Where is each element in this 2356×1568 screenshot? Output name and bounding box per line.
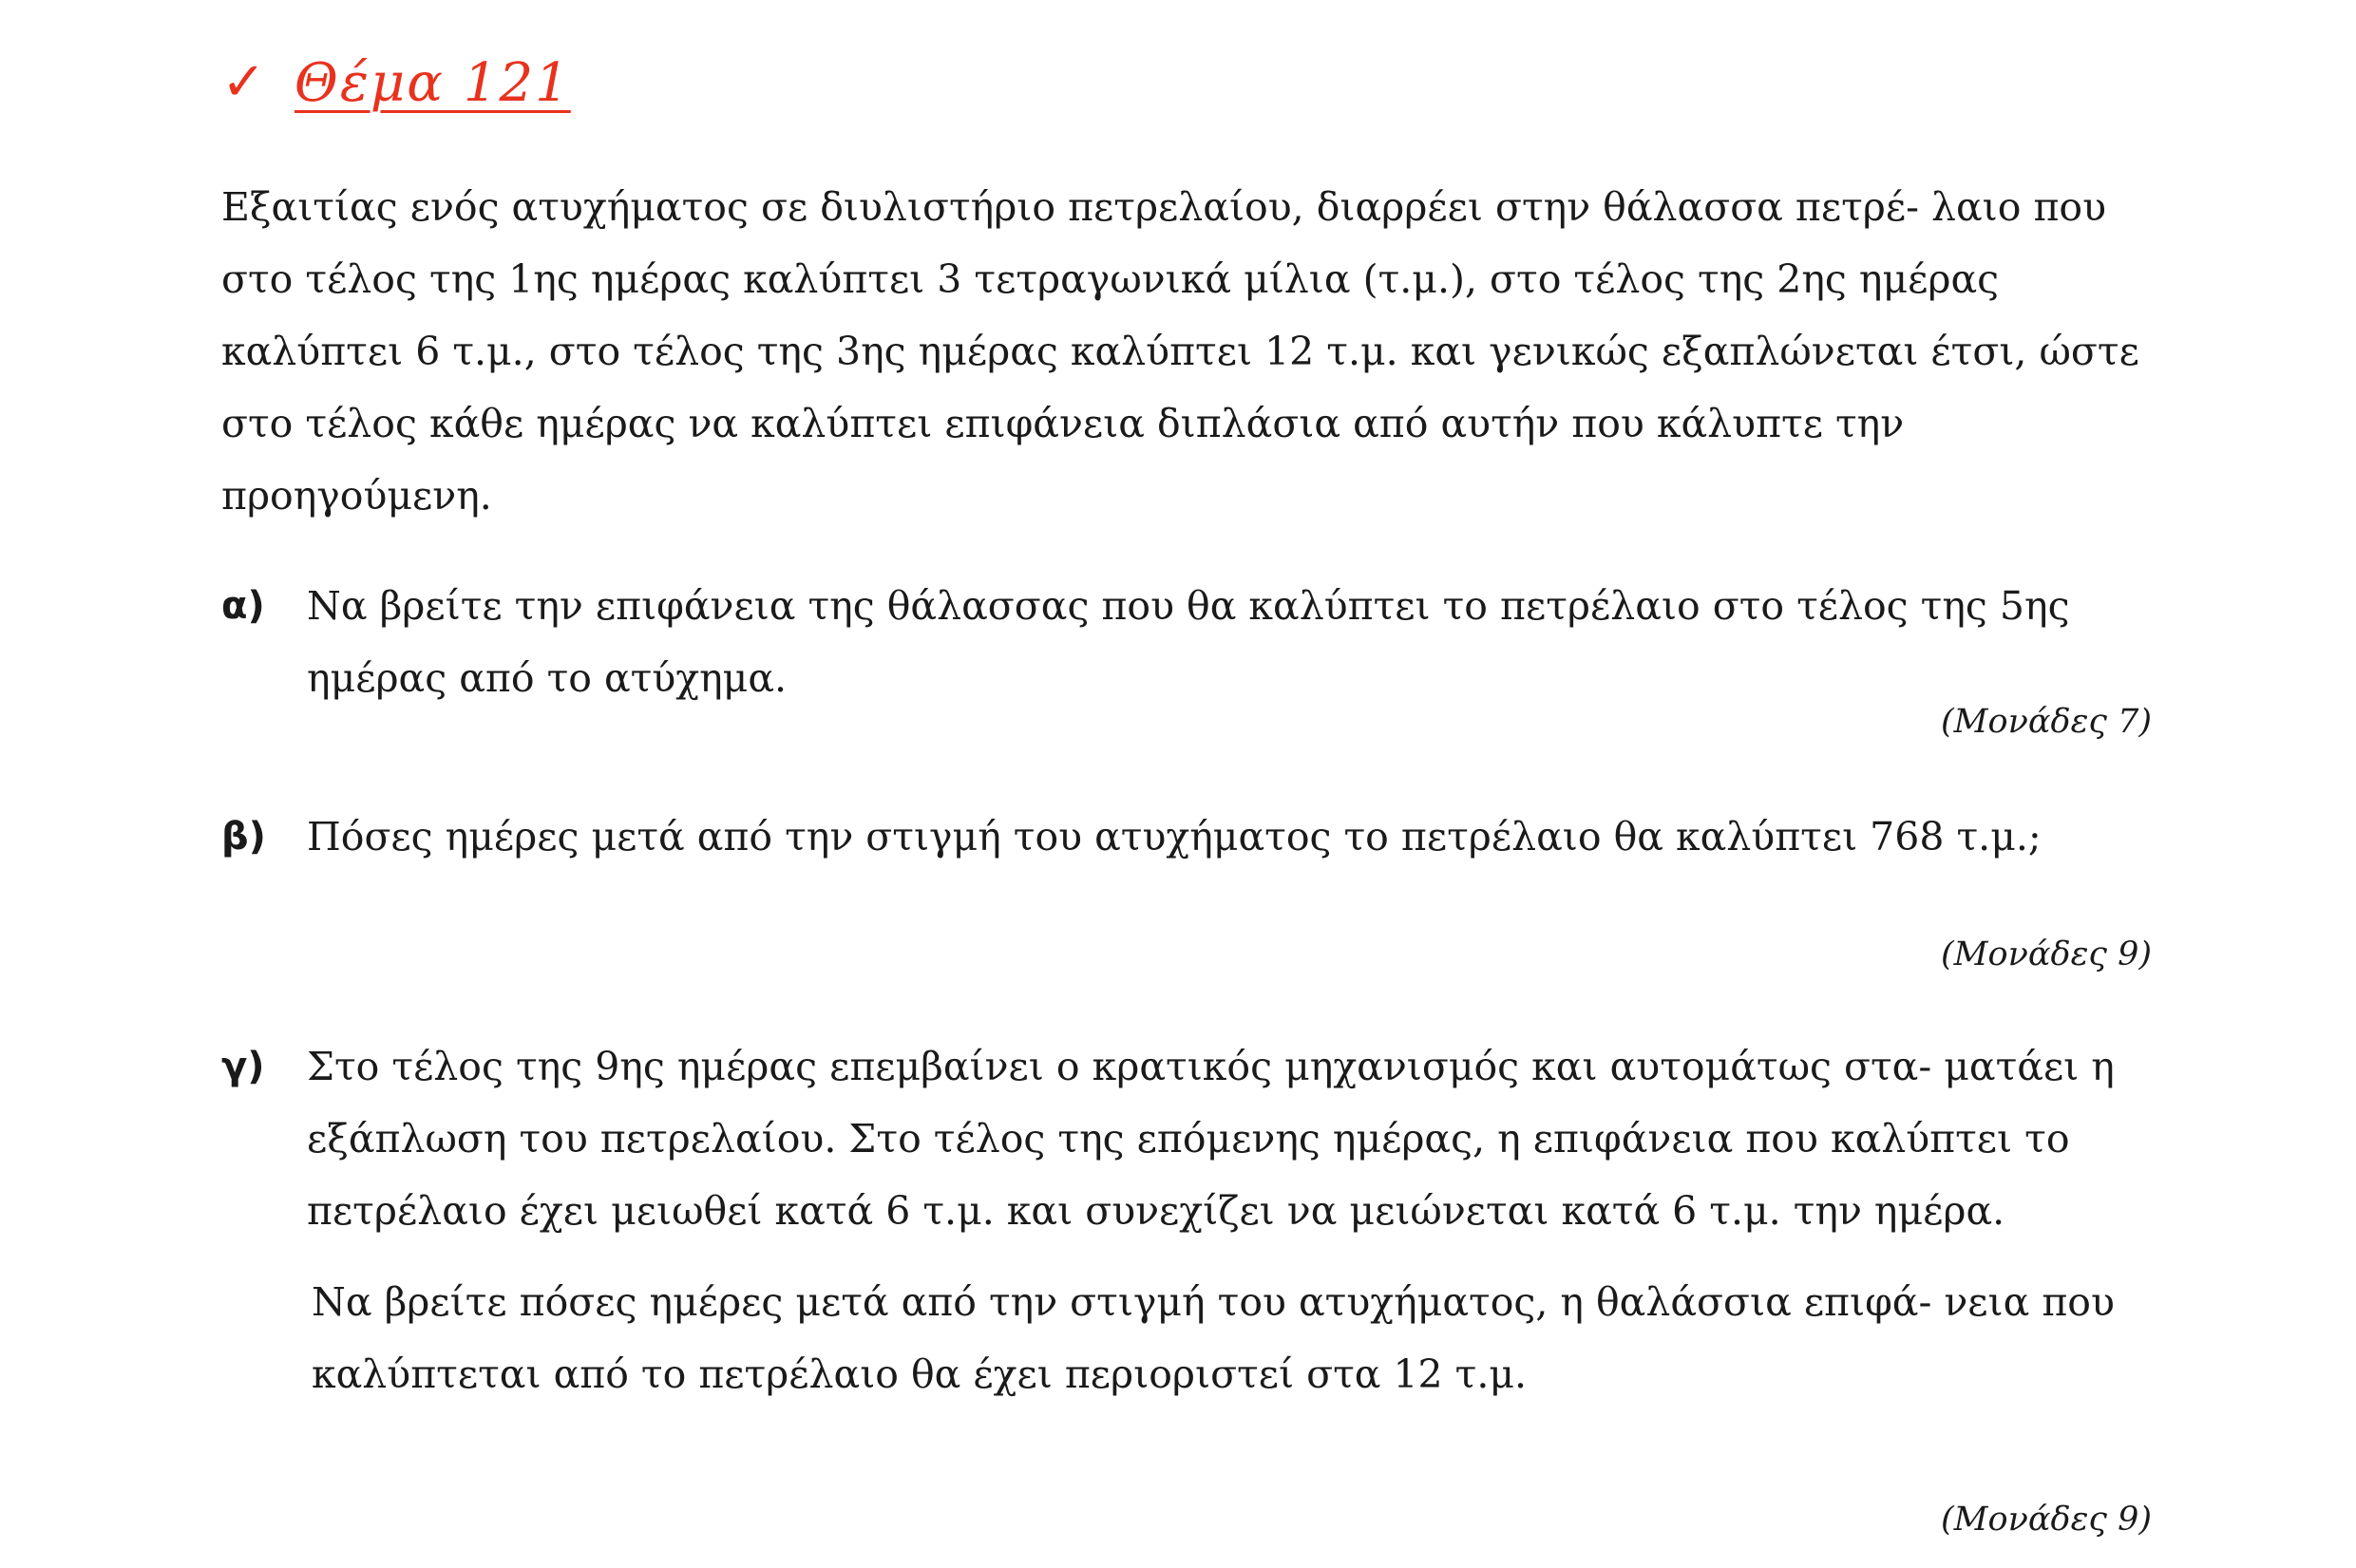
exercise-title xyxy=(221,40,571,125)
part-a-label: α) xyxy=(221,584,265,628)
problem-intro: Εξαιτίας ενός ατυχήματος σε διυλιστήριο πετρελαίου, διαρρέει στην θάλασσα πετρέ- λαιο που στο τέλος της 1ης ημέρας καλύπτει 3 τετραγωνικά μίλια (τ.μ.), στο τέλος της 2ης ημέρας καλύπτει 6 τ.μ., στο τέλος της 3ης ημέρας καλύπτει 12 τ.μ. και γενικώς εξαπλώνεται έτσι, ώστε στο τέλος κάθε ημέρας να καλύπτει επιφάνεια διπλάσια από αυτήν που κάλυπτε την προηγούμενη. xyxy=(221,184,2139,519)
part-c-label: γ) xyxy=(221,1045,265,1088)
part-c-text: Στο τέλος της 9ης ημέρας επεμβαίνει ο κρατικός μηχανισμός και αυτομάτως στα- ματάει η εξάπλωση του πετρελαίου. Στο τέλος της επόμενης ημέρας, η επιφάνεια που καλύπτει το πετρέλαιο έχει μειωθεί κατά 6 τ.μ. και συνεχίζει να μειώνεται κατά 6 τ.μ. την ημέρα. xyxy=(307,1044,2115,1234)
part-c xyxy=(221,1030,2159,1410)
part-a xyxy=(221,570,2159,714)
check-icon: ✓ xyxy=(221,51,266,113)
title-text: Θέμα 121 xyxy=(294,51,571,114)
part-b xyxy=(221,801,2159,873)
part-a-text: Να βρείτε την επιφάνεια της θάλασσας που θα καλύπτει το πετρέλαιο στο τέλος της 5ης ημέρας από το ατύχημα. xyxy=(307,583,2070,701)
part-c-points: (Μονάδες 9) xyxy=(1941,1501,2152,1539)
part-b-text: Πόσες ημέρες μετά από την στιγμή του ατυχήματος το πετρέλαιο θα καλύπτει 768 τ.μ.; xyxy=(307,814,2042,860)
part-c-followup: Να βρείτε πόσες ημέρες μετά από την στιγμή του ατυχήματος, η θαλάσσια επιφά- νεια που καλύπτεται από το πετρέλαιο θα έχει περιοριστεί στα 12 τ.μ. xyxy=(312,1279,2115,1397)
part-b-label: β) xyxy=(221,815,266,859)
part-a-points: (Μονάδες 7) xyxy=(1941,703,2152,741)
part-b-points: (Μονάδες 9) xyxy=(1941,935,2152,973)
